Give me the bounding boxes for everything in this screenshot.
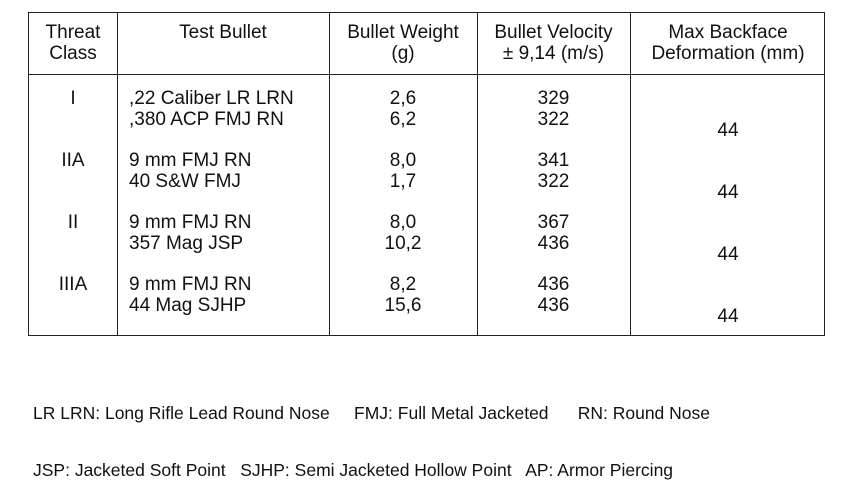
test-bullet-cell: [129, 88, 329, 130]
velocity-value: 329: [537, 88, 570, 109]
velocity-value: 436: [537, 295, 570, 316]
deformation-cell: 44: [717, 120, 739, 141]
table-row-group: [29, 150, 824, 212]
header-text: ± 9,14 (m/s): [502, 43, 605, 64]
legend-entry: RN: Round Nose: [577, 403, 711, 423]
header-max-backface: [630, 22, 826, 64]
threat-class-cell: IIA: [61, 150, 85, 171]
ballistic-test-table: [28, 12, 825, 336]
bullet-weight-cell: [329, 274, 477, 316]
threat-class-cell: I: [70, 88, 76, 109]
legend-line: [33, 404, 710, 423]
legend-entry: FMJ: Full Metal Jacketed: [354, 403, 549, 423]
header-test-bullet: [117, 22, 329, 43]
header-bullet-velocity: [477, 22, 630, 64]
bullet-velocity-cell: [477, 274, 630, 316]
velocity-value: 367: [537, 212, 570, 233]
header-text: Max Backface: [668, 22, 788, 43]
bullet-velocity-cell: [477, 212, 630, 254]
bullet-velocity-cell: [477, 150, 630, 192]
bullet-name: ,380 ACP FMJ RN: [129, 109, 284, 130]
bullet-name: 40 S&W FMJ: [129, 171, 241, 192]
bullet-name: ,22 Caliber LR LRN: [129, 88, 294, 109]
test-bullet-cell: [129, 212, 329, 254]
weight-value: 8,0: [389, 212, 417, 233]
legend-entry: LR LRN: Long Rifle Lead Round Nose: [33, 403, 330, 423]
legend-entry: JSP: Jacketed Soft Point: [33, 460, 226, 480]
header-bullet-weight: [329, 22, 477, 64]
header-text: Threat: [45, 22, 101, 43]
velocity-value: 322: [537, 171, 570, 192]
velocity-value: 436: [537, 233, 570, 254]
legend-line: [33, 461, 710, 480]
header-text: Bullet Weight: [347, 22, 459, 43]
header-text: Test Bullet: [179, 22, 267, 43]
legend-entry: AP: Armor Piercing: [525, 460, 674, 480]
abbreviation-legend: [33, 366, 710, 499]
table-row-group: [29, 274, 824, 336]
bullet-weight-cell: [329, 88, 477, 130]
weight-value: 6,2: [389, 109, 417, 130]
deformation-cell: 44: [717, 244, 739, 265]
velocity-value: 436: [537, 274, 570, 295]
bullet-name: 9 mm FMJ RN: [129, 150, 252, 171]
velocity-value: 322: [537, 109, 570, 130]
test-bullet-cell: [129, 274, 329, 316]
weight-value: 2,6: [389, 88, 417, 109]
header-text: (g): [391, 43, 415, 64]
header-text: Class: [49, 43, 97, 64]
weight-value: 1,7: [389, 171, 417, 192]
bullet-name: 357 Mag JSP: [129, 233, 244, 254]
table-row-group: [29, 88, 824, 150]
deformation-cell: 44: [717, 182, 739, 203]
header-text: Deformation (mm): [651, 43, 805, 64]
bullet-name: 9 mm FMJ RN: [129, 274, 252, 295]
bullet-weight-cell: [329, 212, 477, 254]
weight-value: 10,2: [384, 233, 422, 254]
velocity-value: 341: [537, 150, 570, 171]
deformation-cell: 44: [717, 306, 739, 327]
weight-value: 8,2: [389, 274, 417, 295]
threat-class-cell: IIIA: [58, 274, 88, 295]
table-row-group: [29, 212, 824, 274]
weight-value: 8,0: [389, 150, 417, 171]
bullet-weight-cell: [329, 150, 477, 192]
bullet-name: 9 mm FMJ RN: [129, 212, 252, 233]
test-bullet-cell: [129, 150, 329, 192]
bullet-name: 44 Mag SJHP: [129, 295, 247, 316]
table-header: [29, 13, 824, 75]
bullet-velocity-cell: [477, 88, 630, 130]
threat-class-cell: II: [67, 212, 79, 233]
header-threat-class: [29, 22, 117, 64]
header-text: Bullet Velocity: [494, 22, 613, 43]
weight-value: 15,6: [384, 295, 422, 316]
legend-entry: SJHP: Semi Jacketed Hollow Point: [240, 460, 512, 480]
